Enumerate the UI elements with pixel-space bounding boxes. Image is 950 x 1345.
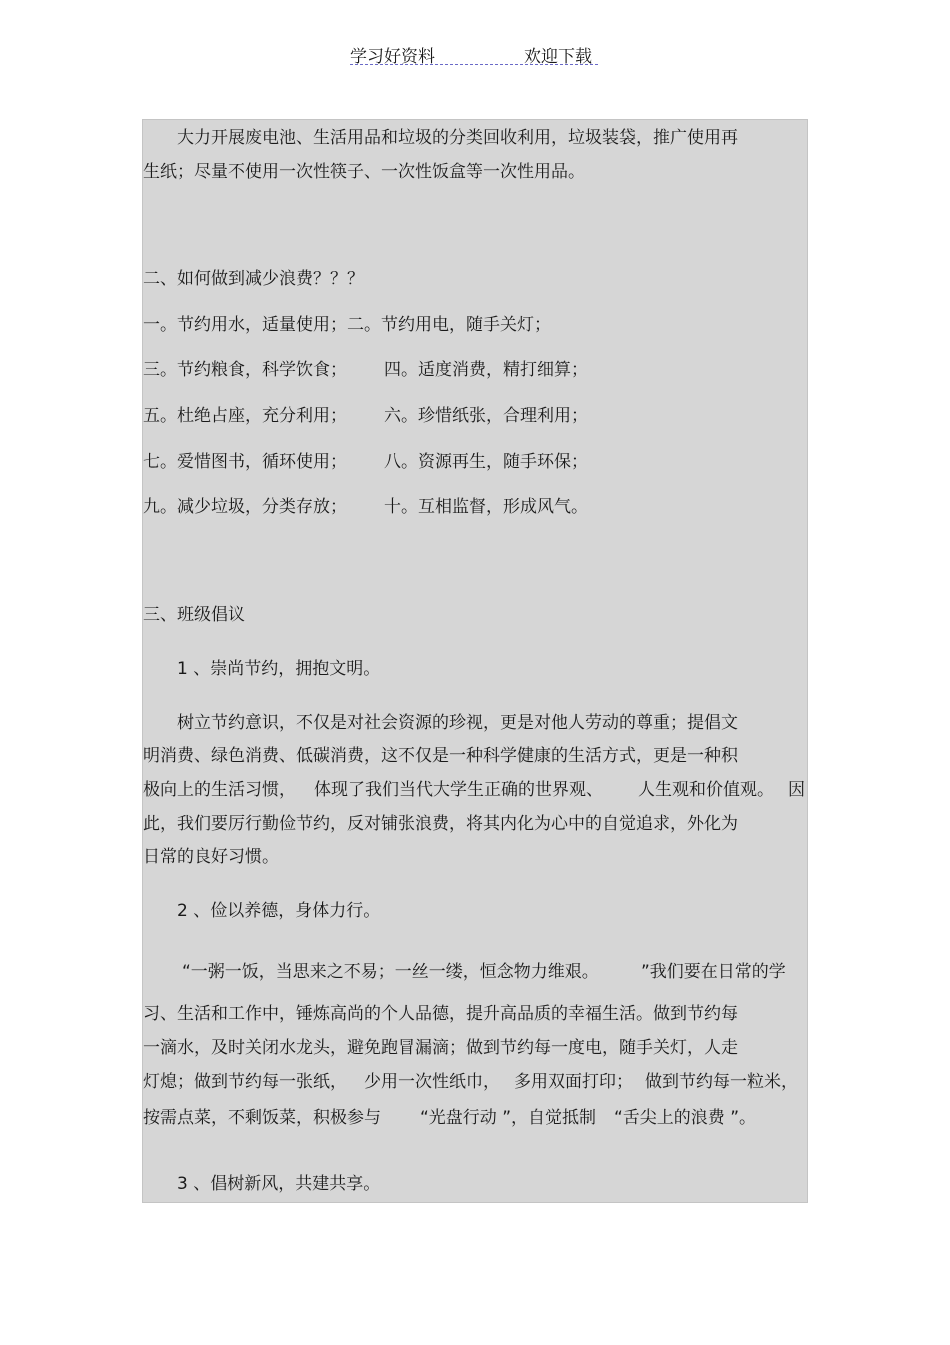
list-item-4: 四。适度消费，精打细算； (384, 360, 588, 380)
proposal-3-heading: 3 、倡树新风，共建共享。 (177, 1174, 381, 1194)
list-item-9: 九。减少垃圾，分类存放； (143, 497, 347, 517)
proposal-2-line-5b: “光盘行动 ”，自觉抵制 (420, 1108, 597, 1128)
section2-title: 二、如何做到减少浪费？？？ (143, 269, 364, 289)
proposal-1-line-3b: 体现了我们当代大学生正确的世界观、 (314, 780, 603, 800)
list-item-5: 五。杜绝占座，充分利用； (143, 406, 347, 426)
proposal-2-line-2: 习、生活和工作中，锤炼高尚的个人品德，提升高品质的幸福生活。做到节约每 (143, 1004, 738, 1024)
proposal-2-line-4d: 做到节约每一粒米， (645, 1072, 798, 1092)
proposal-2-line-3: 一滴水，及时关闭水龙头，避免跑冒漏滴；做到节约每一度电，随手关灯，人走 (143, 1038, 738, 1058)
proposal-1-line-3a: 极向上的生活习惯， (143, 780, 296, 800)
list-item-8: 八。资源再生，随手环保； (384, 452, 588, 472)
proposal-1-line-3d: 因 (788, 780, 805, 800)
proposal-2-line-4b: 少用一次性纸巾， (364, 1072, 500, 1092)
proposal-1-line-3c: 人生观和价值观。 (638, 780, 774, 800)
proposal-2-line-4a: 灯熄；做到节约每一张纸， (143, 1072, 347, 1092)
proposal-2-line-1a: “一粥一饭，当思来之不易；一丝一缕，恒念物力维艰。 (182, 962, 599, 982)
proposal-2-line-1b: ”我们要在日常的学 (641, 962, 786, 982)
header-left-text: 学习好资料 (350, 47, 435, 67)
list-item-7: 七。爱惜图书，循环使用； (143, 452, 347, 472)
intro-line-1: 大力开展废电池、生活用品和垃圾的分类回收利用，垃圾装袋，推广使用再 (177, 128, 738, 148)
header-right-text: 欢迎下载 (524, 47, 592, 67)
proposal-2-line-5a: 按需点菜，不剩饭菜，积极参与 (143, 1108, 381, 1128)
proposal-2-heading: 2 、俭以养德，身体力行。 (177, 901, 381, 921)
proposal-2-line-4c: 多用双面打印； (514, 1072, 633, 1092)
list-item-3: 三。节约粮食，科学饮食； (143, 360, 347, 380)
intro-line-2: 生纸；尽量不使用一次性筷子、一次性饭盒等一次性用品。 (143, 162, 585, 182)
list-item-1-2: 一。节约用水，适量使用；二。节约用电，随手关灯； (143, 315, 551, 335)
proposal-1-heading: 1 、崇尚节约，拥抱文明。 (177, 659, 381, 679)
proposal-1-line-2: 明消费、绿色消费、低碳消费，这不仅是一种科学健康的生活方式，更是一种积 (143, 746, 738, 766)
list-item-6: 六。珍惜纸张，合理利用； (384, 406, 588, 426)
proposal-1-line-4: 此，我们要厉行勤俭节约，反对铺张浪费，将其内化为心中的自觉追求，外化为 (143, 814, 738, 834)
page-header (350, 40, 598, 65)
proposal-2-line-5c: “舌尖上的浪费 ”。 (614, 1108, 757, 1128)
list-item-10: 十。互相监督，形成风气。 (384, 497, 588, 517)
proposal-1-line-5: 日常的良好习惯。 (143, 847, 279, 867)
section3-title: 三、班级倡议 (143, 605, 245, 625)
proposal-1-line-1: 树立节约意识，不仅是对社会资源的珍视，更是对他人劳动的尊重；提倡文 (177, 713, 738, 733)
